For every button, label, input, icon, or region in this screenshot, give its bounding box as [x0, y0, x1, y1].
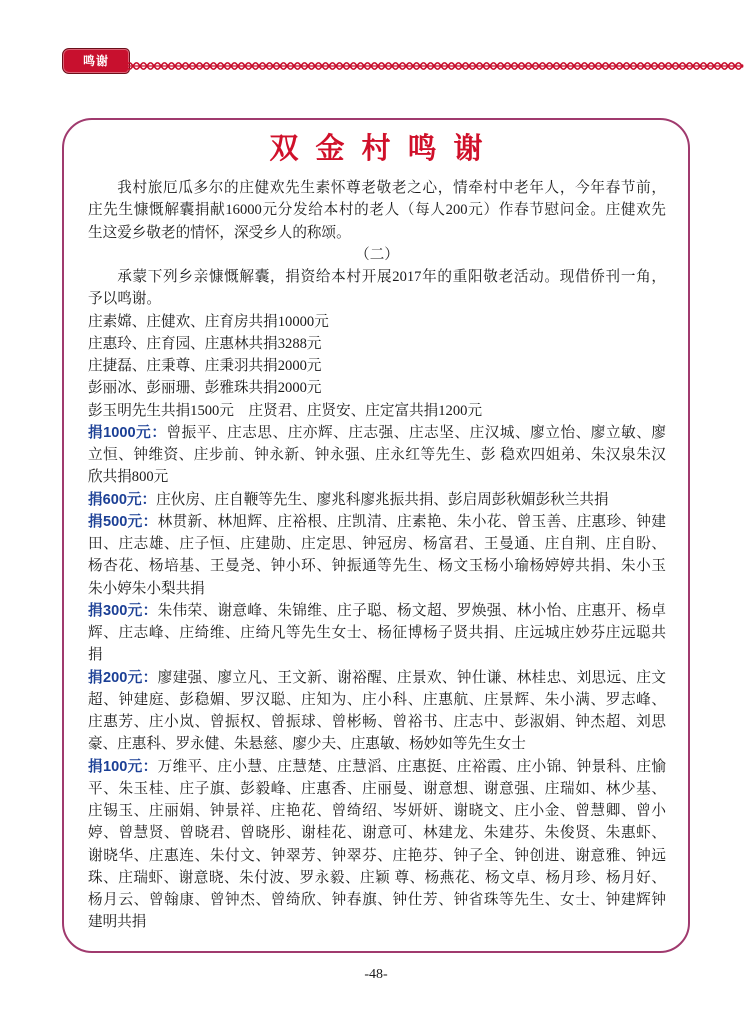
tier-100-line: 谢晓华、庄惠连、朱付文、钟翠芳、钟翠芬、庄艳芬、钟子全、钟创进、谢意雅、钟远 [88, 847, 666, 864]
tier-500-line: 朱小婷朱小梨共捐 [88, 580, 205, 597]
tier-600-line [88, 489, 666, 511]
intro-line: 庄先生慷慨解囊捐献16000元分发给本村的老人（每人200元）作春节慰问金。庄健欢先 [88, 202, 666, 219]
article-body [88, 177, 666, 934]
preface-line: 承蒙下列乡亲慷慨解囊，捐资给本村开展2017年的重阳敬老活动。现借侨刊一角， [117, 269, 666, 285]
tier-100-line: 建明共捐 [88, 914, 147, 931]
tier-1000-line [88, 422, 666, 444]
tier-200-line: 庄惠芳、庄小岚、曾振权、曾振球、曾彬畅、曾裕书、庄志中、彭淑娟、钟杰超、刘思 [88, 714, 666, 730]
section-tab-label: 鸣谢 [82, 54, 109, 68]
tier-500-line [88, 511, 666, 533]
tier-1000-line: 立恒、钟维资、庄步前、钟永新、钟永强、庄永红等先生、彭 稳欢四姐弟、朱汉泉朱汉 [88, 447, 666, 463]
intro-line: 生这爱乡敬老的情怀，深受乡人的称颂。 [88, 224, 351, 241]
donor-names: 万维平、庄小慧、庄慧楚、庄慧滔、庄惠挺、庄裕霞、庄小锦、钟景科、庄愉 [157, 758, 666, 775]
tier-100-line: 杨月云、曾翰康、曾钟杰、曾绮欣、钟春旗、钟仕芳、钟省珠等先生、女士、钟建辉钟 [88, 892, 666, 908]
section-marker: （二） [355, 246, 399, 263]
tier-100-label: 捐100元： [88, 758, 158, 775]
article-title: 双金村鸣谢 [269, 133, 500, 165]
tier-200-line [88, 667, 666, 689]
tier-200-line: 豪、庄惠科、罗永健、朱悬慈、廖少夫、庄惠敏、杨妙如等先生女士 [88, 736, 526, 753]
tier-300-line: 辉、庄志峰、庄绮维、庄绮凡等先生女士、杨征博杨子贤共捐、庄远城庄妙芬庄远聪共 [88, 625, 666, 641]
tier-500-label: 捐500元： [88, 513, 158, 530]
donor-names: 林贯新、林旭辉、庄裕根、庄凯清、庄素艳、朱小花、曾玉善、庄惠珍、钟建 [157, 513, 666, 530]
donor-names: 庄伙房、庄自鞭等先生、廖兆科廖兆振共捐、彭启周彭秋媚彭秋兰共捐 [156, 491, 609, 508]
tier-500-line: 杨杏花、杨培基、王曼尧、钟小环、钟振通等先生、杨文玉杨小瑜杨婷婷共捐、朱小玉 [88, 558, 666, 575]
tier-300-line [88, 600, 666, 622]
tier-100-line: 珠、庄瑞虾、谢意晓、朱付波、罗永毅、庄颖 尊、杨燕花、杨文卓、杨月珍、杨月好、 [88, 869, 666, 886]
tier-500-line: 田、庄志雄、庄子恒、庄建勋、庄定思、钟冠房、杨富君、王曼通、庄自荆、庄自盼、 [88, 536, 666, 552]
group-donation-line: 彭玉明先生共捐1500元 庄贤君、庄贤安、庄定富共捐1200元 [88, 402, 483, 419]
group-donation-line: 彭丽冰、彭丽珊、彭雅珠共捐2000元 [88, 380, 322, 397]
donor-names: 曾振平、庄志思、庄亦辉、庄志强、庄志坚、庄汉城、廖立怡、廖立敏、廖 [166, 424, 666, 441]
tier-1000-line: 欣共捐800元 [88, 469, 169, 486]
preface-line: 予以鸣谢。 [88, 291, 161, 308]
tier-200-line: 超、钟建庭、彭稳媚、罗汉聪、庄知为、庄小科、庄惠航、庄景辉、朱小满、罗志峰、 [88, 691, 666, 708]
group-donation-line: 庄捷磊、庄秉尊、庄秉羽共捐2000元 [88, 358, 322, 374]
tier-100-line: 庄锡玉、庄丽娟、钟景祥、庄艳花、曾绮绍、岑妍妍、谢晓文、庄小金、曾慧卿、曾小 [88, 803, 666, 819]
group-donation-line: 庄惠玲、庄育园、庄惠林共捐3288元 [88, 335, 322, 352]
donor-names: 廖建强、廖立凡、王文新、谢裕醒、庄景欢、钟仕谦、林桂忠、刘思远、庄文 [157, 669, 666, 686]
group-donation-line: 庄素嫦、庄健欢、庄育房共捐10000元 [88, 313, 329, 330]
section-tab [62, 48, 130, 74]
intro-line: 我村旅厄瓜多尔的庄健欢先生素怀尊老敬老之心，情牵村中老年人，今年春节前， [117, 180, 666, 196]
tier-300-label: 捐300元： [88, 602, 158, 619]
tier-100-line: 平、朱玉桂、庄子旗、彭毅峰、庄惠香、庄丽曼、谢意想、谢意强、庄瑞如、林少基、 [88, 780, 666, 797]
tier-1000-label: 捐1000元： [88, 424, 167, 441]
tier-200-label: 捐200元： [88, 669, 158, 686]
tier-100-line: 婷、曾慧贤、曾晓君、曾晓彤、谢桂花、谢意可、林建龙、朱建芬、朱俊贤、朱惠虾、 [88, 825, 666, 842]
donor-names: 朱伟荣、谢意峰、朱锦维、庄子聪、杨文超、罗焕强、林小怡、庄惠开、杨卓 [157, 602, 666, 619]
tier-100-line [88, 756, 666, 778]
page-number: -48- [364, 967, 388, 982]
tier-300-line: 捐 [88, 647, 103, 664]
header-rope-divider [126, 57, 743, 75]
tier-600-label: 捐600元： [88, 491, 157, 508]
